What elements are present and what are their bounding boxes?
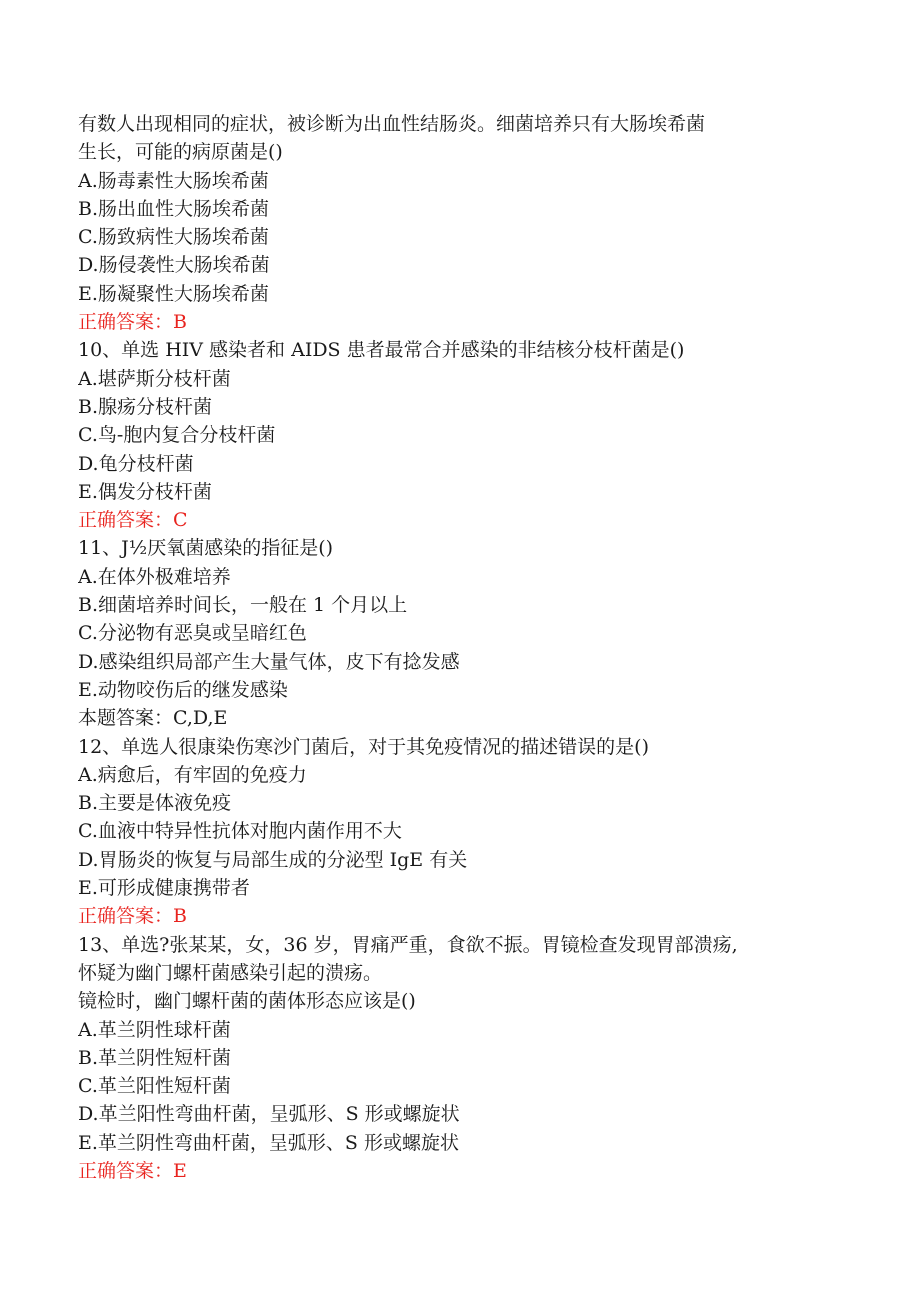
question-stem-line: 有数人出现相同的症状，被诊断为出血性结肠炎。细菌培养只有大肠埃希菌: [78, 113, 706, 135]
option-b: B.革兰阴性短杆菌: [78, 1046, 232, 1069]
option-c: C.革兰阳性短杆菌: [78, 1075, 231, 1098]
option-e: E.偶发分枝杆菌: [78, 480, 212, 503]
option-d: D.肠侵袭性大肠埃希菌: [78, 254, 270, 277]
question-stem-line: 11、J½厌氧菌感染的指征是(): [78, 537, 334, 560]
option-d: D.革兰阳性弯曲杆菌，呈弧形、S 形或螺旋状: [78, 1103, 460, 1126]
question-stem-line: 12、单选人很康染伤寒沙门菌后，对于其免疫情况的描述错误的是(): [78, 735, 650, 758]
correct-answer: 正确答案：E: [78, 1159, 187, 1182]
option-a: A.革兰阴性球杆菌: [78, 1018, 231, 1041]
option-e: E.动物咬伤后的继发感染: [78, 678, 288, 701]
option-b: B.腺疡分枝杆菌: [78, 395, 213, 418]
question-13: [78, 931, 878, 1186]
option-a: A.在体外极难培养: [78, 565, 231, 588]
question-stem-line: 镜检时，幽门螺杆菌的菌体形态应该是(): [78, 990, 416, 1013]
option-d: D.胃肠炎的恢复与局部生成的分泌型 IgE 有关: [78, 848, 468, 871]
option-a: A.堪萨斯分枝杆菌: [78, 367, 231, 390]
question-9: [78, 110, 878, 336]
question-10: [78, 336, 878, 534]
option-c: C.血液中特异性抗体对胞内菌作用不大: [78, 820, 402, 843]
option-d: D.龟分枝杆菌: [78, 452, 194, 475]
question-stem-line: 13、单选?张某某，女，36 岁，胃痛严重，食欲不振。胃镜检查发现胃部溃疡,: [78, 933, 738, 956]
option-b: B.细菌培养时间长，一般在 1 个月以上: [78, 594, 408, 617]
option-a: A.病愈后，有牢固的免疫力: [78, 763, 307, 786]
question-stem-line: 生长，可能的病原菌是(): [78, 141, 283, 164]
question-stem-line: 10、单选 HIV 感染者和 AIDS 患者最常合并感染的非结核分枝杆菌是(): [78, 339, 685, 362]
correct-answer: 正确答案：C: [78, 509, 188, 532]
question-stem-line: 怀疑为幽门螺杆菌感染引起的溃疡。: [78, 961, 383, 984]
correct-answer: 正确答案：B: [78, 311, 187, 334]
option-e: E.革兰阴性弯曲杆菌，呈弧形、S 形或螺旋状: [78, 1131, 459, 1154]
option-b: B.主要是体液免疫: [78, 792, 232, 815]
option-c: C.肠致病性大肠埃希菌: [78, 226, 269, 249]
option-b: B.肠出血性大肠埃希菌: [78, 197, 270, 220]
option-c: C.鸟-胞内复合分枝杆菌: [78, 424, 276, 447]
option-c: C.分泌物有恶臭或呈暗红色: [78, 622, 307, 645]
option-a: A.肠毒素性大肠埃希菌: [78, 169, 269, 192]
option-e: E.肠凝聚性大肠埃希菌: [78, 282, 269, 305]
question-12: [78, 733, 878, 931]
option-e: E.可形成健康携带者: [78, 877, 250, 900]
correct-answer: 正确答案：B: [78, 905, 187, 928]
option-d: D.感染组织局部产生大量气体，皮下有捻发感: [78, 650, 460, 673]
correct-answer: 本题答案：C,D,E: [78, 707, 228, 730]
question-11: [78, 534, 878, 732]
document-page: [78, 110, 878, 1185]
